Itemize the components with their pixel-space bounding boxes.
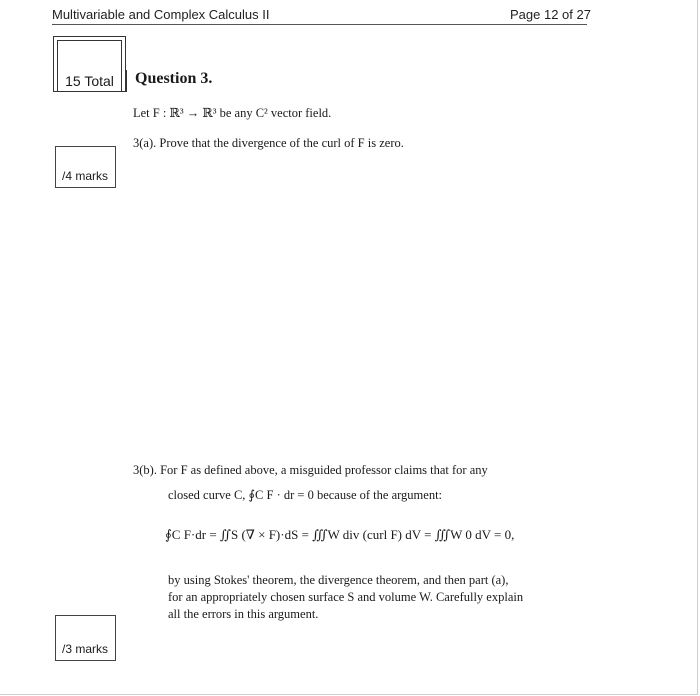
- part-b-marks: /3 marks: [62, 642, 109, 656]
- question-intro-text: Let F : ℝ³ → ℝ³ be any C² vector field.: [133, 106, 332, 120]
- total-label-frame: [57, 70, 122, 92]
- part-b-marks-box: [55, 615, 116, 661]
- part-b-line-5: all the errors in this argument.: [168, 607, 319, 621]
- part-b-equation: ∮C F·dr = ∬S (∇ × F)·dS = ∭W div (curl F) dV = ∭W 0 dV = 0,: [165, 527, 515, 542]
- page-number: Page 12 of 27: [510, 7, 591, 22]
- question-title: Question 3.: [135, 70, 213, 87]
- part-a-text: 3(a). Prove that the divergence of the curl of F is zero.: [133, 136, 404, 150]
- part-b-line-2: closed curve C, ∮C F · dr = 0 because of the argument:: [168, 488, 443, 502]
- part-b-line-4: for an appropriately chosen surface S and volume W. Carefully explain: [168, 590, 524, 604]
- part-a-marks-box: [55, 146, 116, 188]
- part-b-line-1: 3(b). For F as defined above, a misguided professor claims that for any: [133, 463, 488, 477]
- header-divider: [52, 24, 587, 25]
- question-intro: [133, 105, 331, 121]
- question-divider: [126, 70, 127, 92]
- part-b-line-3: by using Stokes' theorem, the divergence theorem, and then part (a),: [168, 573, 509, 587]
- course-title: Multivariable and Complex Calculus II: [52, 7, 270, 22]
- total-label: 15 Total: [57, 71, 122, 91]
- part-a-marks: /4 marks: [62, 169, 109, 183]
